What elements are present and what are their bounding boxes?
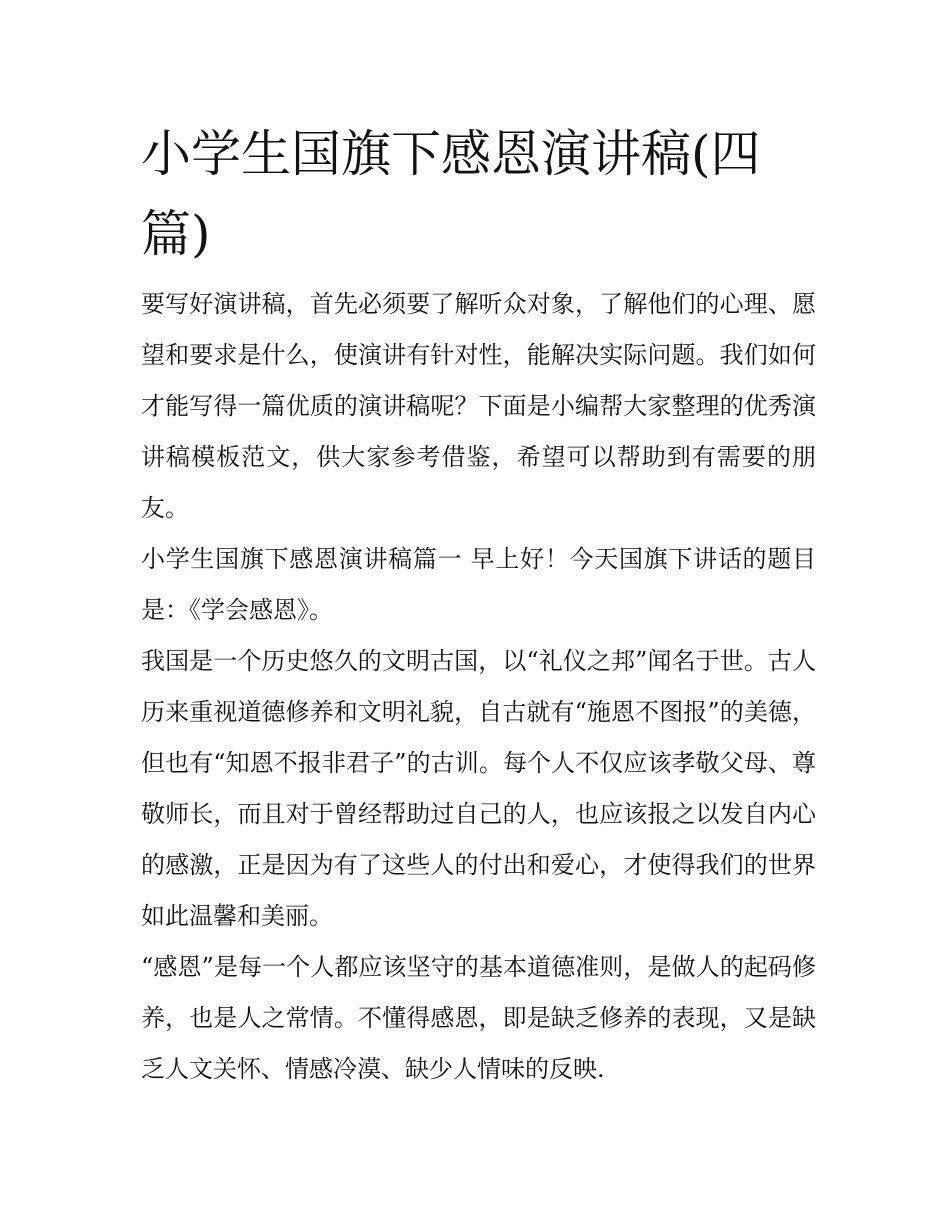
intro-paragraph: 要写好演讲稿，首先必须要了解听众对象，了解他们的心理、愿望和要求是什么，使演讲有针对性，能解决实际问题。我们如何才能写得一篇优质的演讲稿呢？下面是小编帮大家整理的优秀演讲稿模板范文，供大家参考借鉴，希望可以帮助到有需要的朋友。 bbox=[141, 290, 816, 522]
speech-heading-paragraph: 小学生国旗下感恩演讲稿篇一 早上好！今天国旗下讲话的题目是：《学会感恩》。 bbox=[141, 545, 816, 624]
body-paragraph: 我国是一个历史悠久的文明古国，以“礼仪之邦”闻名于世。古人历来重视道德修养和文明礼貌，自古就有“施恩不图报”的美德，但也有“知恩不报非君子”的古训。每个人不仅应该孝敬父母、尊敬师长，而且对于曾经帮助过自己的人，也应该报之以发自内心的感激，正是因为有了这些人的付出和爱心，才使得我们的世界如此温馨和美丽。 bbox=[141, 647, 816, 930]
document-title: 小学生国旗下感恩演讲稿(四篇) bbox=[141, 125, 761, 263]
document-body bbox=[141, 279, 816, 1095]
body-paragraph: “感恩”是每一个人都应该坚守的基本道德准则，是做人的起码修养，也是人之常情。不懂得感恩，即是缺乏修养的表现，又是缺乏人文关怀、情感冷漠、缺少人情味的反映. bbox=[141, 953, 816, 1083]
